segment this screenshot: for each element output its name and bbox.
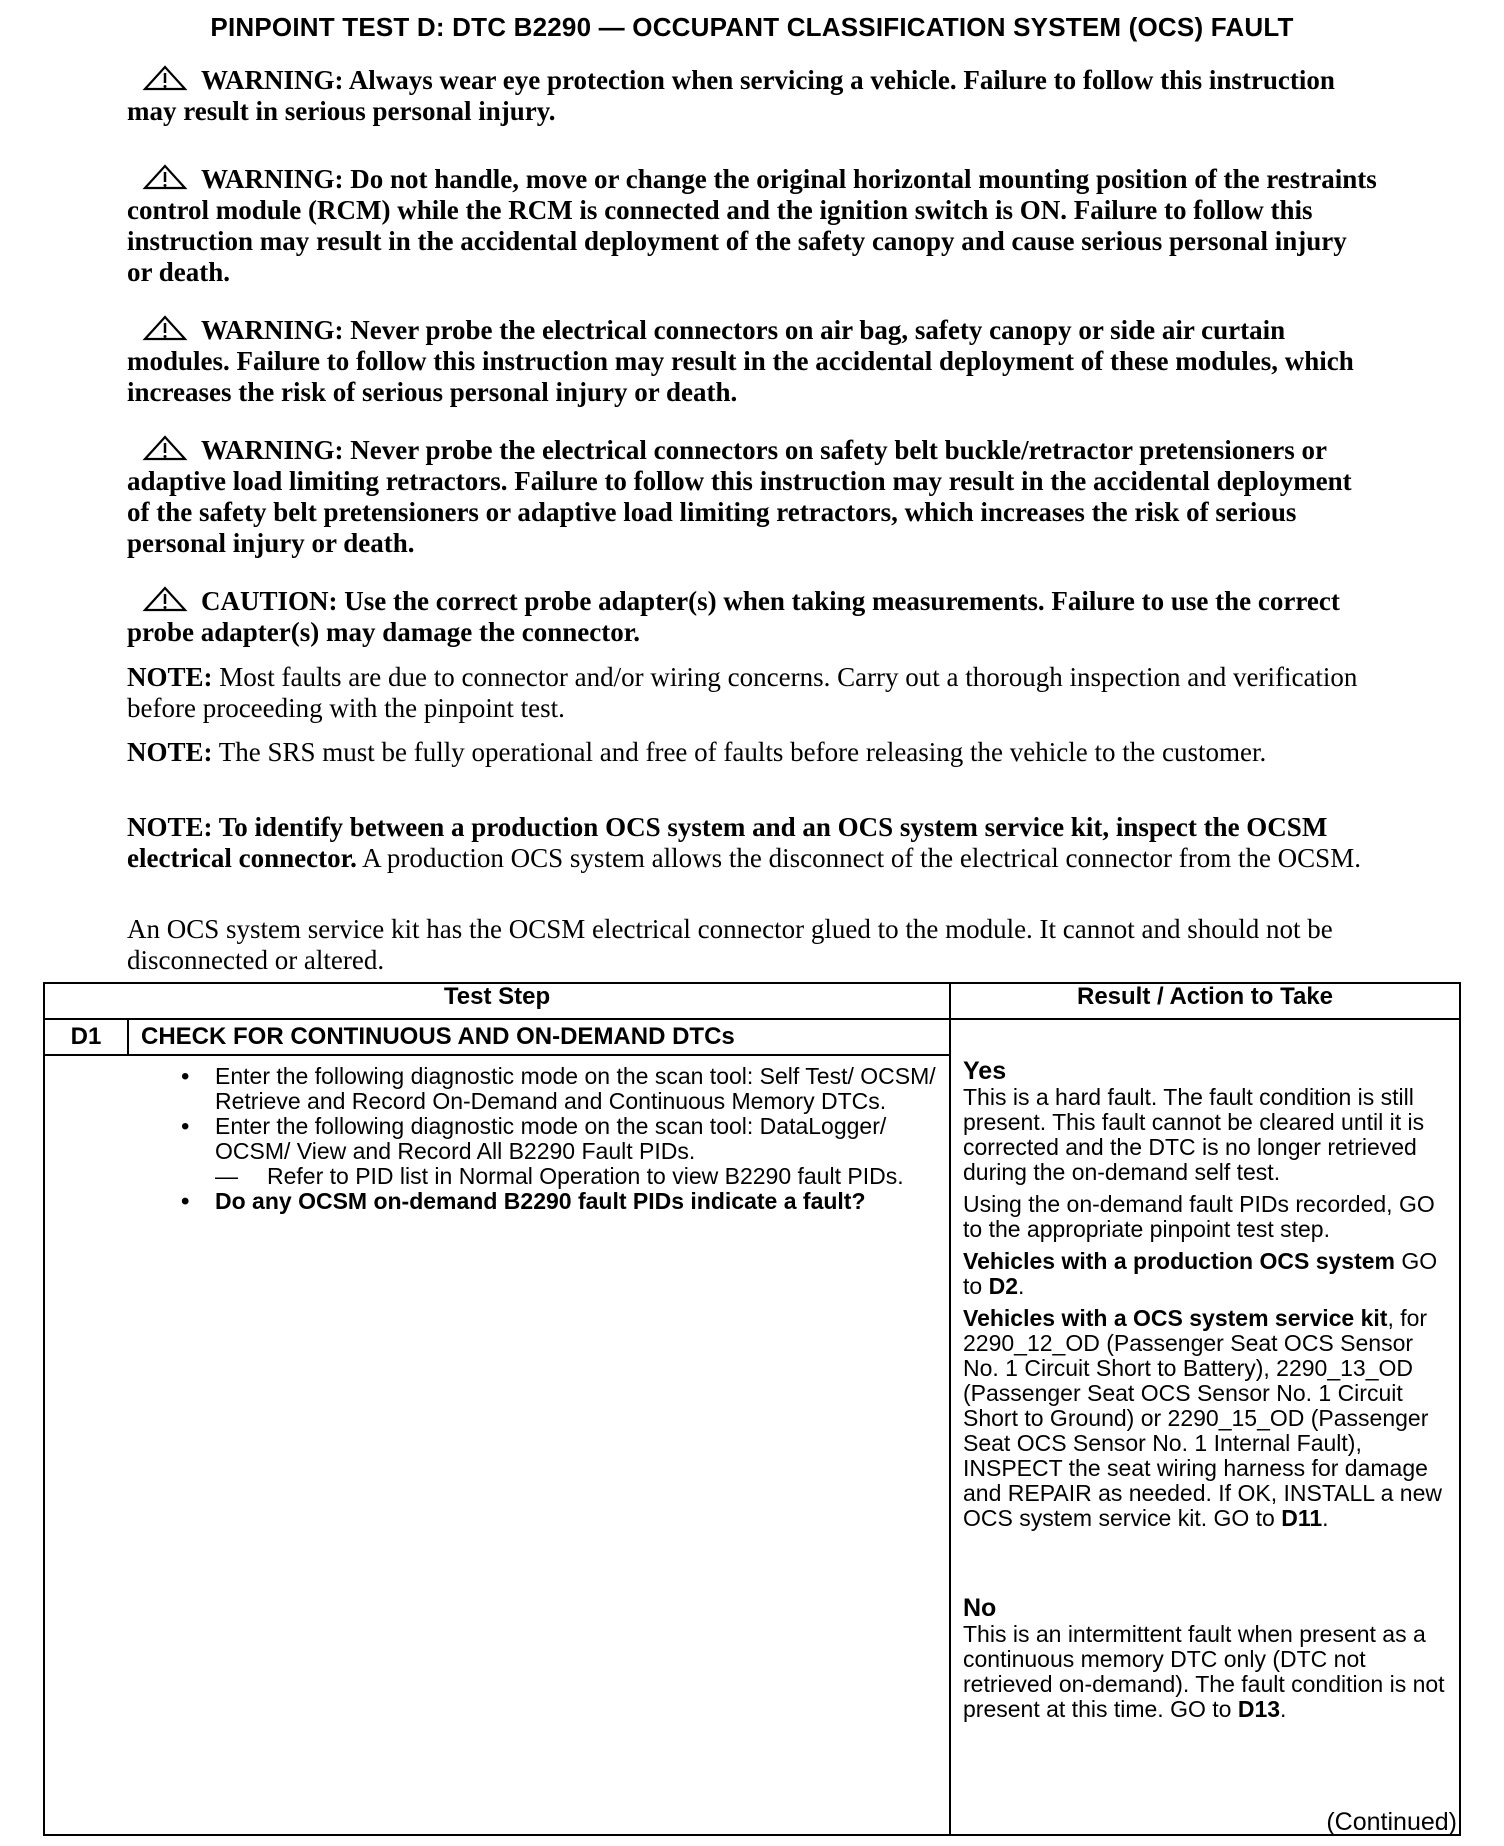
caution-text: CAUTION: Use the correct probe adapter(s) when taking measurements. Failure to use the correct probe adapter(s) may damage the connector.: [127, 586, 1340, 647]
service-kit-end: .: [1322, 1505, 1329, 1531]
warning-triangle-icon: [141, 585, 189, 613]
instruction-item: [45, 1114, 949, 1189]
goto-d2-link[interactable]: D2: [988, 1273, 1018, 1299]
production-text: GO to: [963, 1248, 1438, 1299]
warning-text: WARNING: Always wear eye protection when servicing a vehicle. Failure to follow this instruction may result in serious personal injury.: [127, 65, 1335, 126]
note-2: [127, 737, 1377, 768]
step-instructions: [44, 1055, 950, 1835]
note-bold-text: To identify between a production OCS system and an OCS system service kit, inspect the OCSM electrical connector.: [127, 812, 1328, 873]
note-label: NOTE:: [127, 662, 213, 692]
yes-text-1: This is a hard fault. The fault condition is still present. This fault cannot be cleared until it is corrected and the DTC is no longer retrieved during the on-demand self test.: [963, 1084, 1425, 1185]
page-title: PINPOINT TEST D: DTC B2290 — OCCUPANT CLASSIFICATION SYSTEM (OCS) FAULT: [210, 12, 1294, 42]
production-ocs-instruction: [963, 1249, 1451, 1299]
instruction-item: • Enter the following diagnostic mode on the scan tool: Self Test/ OCSM/ Retrieve and Record On-Demand and Continuous Memory DTCs.: [45, 1064, 949, 1114]
dash-marker: —: [215, 1163, 238, 1189]
no-label: No: [963, 1594, 997, 1622]
note-text: A production OCS system allows the disconnect of the electrical connector from the OCSM.: [356, 843, 1361, 873]
sub-instruction: [215, 1164, 949, 1189]
header-test-step: Test Step: [44, 983, 950, 1019]
note-label: NOTE:: [127, 812, 213, 842]
warning-text: WARNING: Never probe the electrical connectors on safety belt buckle/retractor pretensioners or adaptive load limiting retractors. Failure to follow this instruction may result in the accidental deployment of the safety belt pretensioners or adaptive load limiting retractors, which increases the risk of serious personal injury or death.: [127, 435, 1352, 558]
note-3: [127, 812, 1377, 874]
warning-1: [127, 64, 1377, 127]
warning-text: WARNING: Do not handle, move or change the original horizontal mounting position of the restraints control module (RCM) while the RCM is connected and the ignition switch is ON. Failure to follow this instruction may result in the accidental deployment of the safety canopy and cause serious personal injury or death.: [127, 164, 1377, 287]
step-title-row: [44, 1019, 1460, 1055]
no-text: [963, 1622, 1451, 1722]
pinpoint-test-table: [43, 982, 1461, 1836]
warning-3: [127, 314, 1377, 408]
service-kit-instruction: [963, 1306, 1451, 1531]
service-kit-label: Vehicles with a OCS system service kit: [963, 1305, 1388, 1331]
question-text: Do any OCSM on-demand B2290 fault PIDs indicate a fault?: [215, 1188, 866, 1214]
production-label: Vehicles with a production OCS system: [963, 1248, 1396, 1274]
instruction-text: Enter the following diagnostic mode on the scan tool: DataLogger/ OCSM/ View and Record All B2290 Fault PIDs.: [215, 1113, 887, 1164]
warning-triangle-icon: [141, 434, 189, 462]
instruction-list: [45, 1064, 949, 1214]
yes-text-2: Using the on-demand fault PIDs recorded, GO to the appropriate pinpoint test step.: [963, 1191, 1435, 1242]
warning-2: [127, 163, 1377, 288]
note-label: NOTE:: [127, 737, 213, 767]
goto-d13-link[interactable]: D13: [1237, 1696, 1281, 1722]
warning-text: WARNING: Never probe the electrical connectors on air bag, safety canopy or side air curtain modules. Failure to follow this instruction may result in the accidental deployment of these modules, which increases the risk of serious personal injury or death.: [127, 315, 1354, 407]
header-result-action: Result / Action to Take: [950, 983, 1460, 1019]
warning-triangle-icon: [141, 314, 189, 342]
note-text: Most faults are due to connector and/or wiring concerns. Carry out a thorough inspection and verification before proceeding with the pinpoint test.: [127, 662, 1358, 723]
note-1: [127, 662, 1377, 724]
service-kit-paragraph: An OCS system service kit has the OCSM electrical connector glued to the module. It cannot and should not be disconnected or altered.: [127, 914, 1333, 975]
production-end: .: [1017, 1273, 1025, 1299]
service-kit-text: , for 2290_12_OD (Passenger Seat OCS Sensor No. 1 Circuit Short to Battery), 2290_13_OD (Passenger Seat OCS Sensor No. 1 Circuit Short to Ground) or 2290_15_OD (Passenger Seat OCS Sensor No. 1 Internal Fault), INSPECT the seat wiring harness for damage and REPAIR as needed. If OK, INSTALL a new OCS system service kit. GO to: [963, 1305, 1442, 1531]
result-cell: [950, 1019, 1460, 1835]
warning-triangle-icon: [141, 64, 189, 92]
warning-triangle-icon: [141, 163, 189, 191]
caution-1: [127, 585, 1377, 648]
instruction-question: [45, 1189, 949, 1214]
warning-4: [127, 434, 1377, 559]
goto-d11-link[interactable]: D11: [1281, 1505, 1323, 1531]
no-end: .: [1280, 1696, 1287, 1722]
sub-instruction-text: Refer to PID list in Normal Operation to view B2290 fault PIDs.: [267, 1163, 904, 1189]
step-id: D1: [44, 1019, 128, 1055]
yes-label: Yes: [963, 1057, 1007, 1085]
no-text-body: This is an intermittent fault when present as a continuous memory DTC only (DTC not retrieved on-demand). The fault condition is not present at this time. GO to: [963, 1621, 1445, 1722]
step-title: CHECK FOR CONTINUOUS AND ON-DEMAND DTCs: [128, 1019, 950, 1055]
table-header-row: [44, 983, 1460, 1019]
note-text: The SRS must be fully operational and free of faults before releasing the vehicle to the customer.: [212, 737, 1267, 767]
continued-label: (Continued): [1326, 1808, 1457, 1836]
